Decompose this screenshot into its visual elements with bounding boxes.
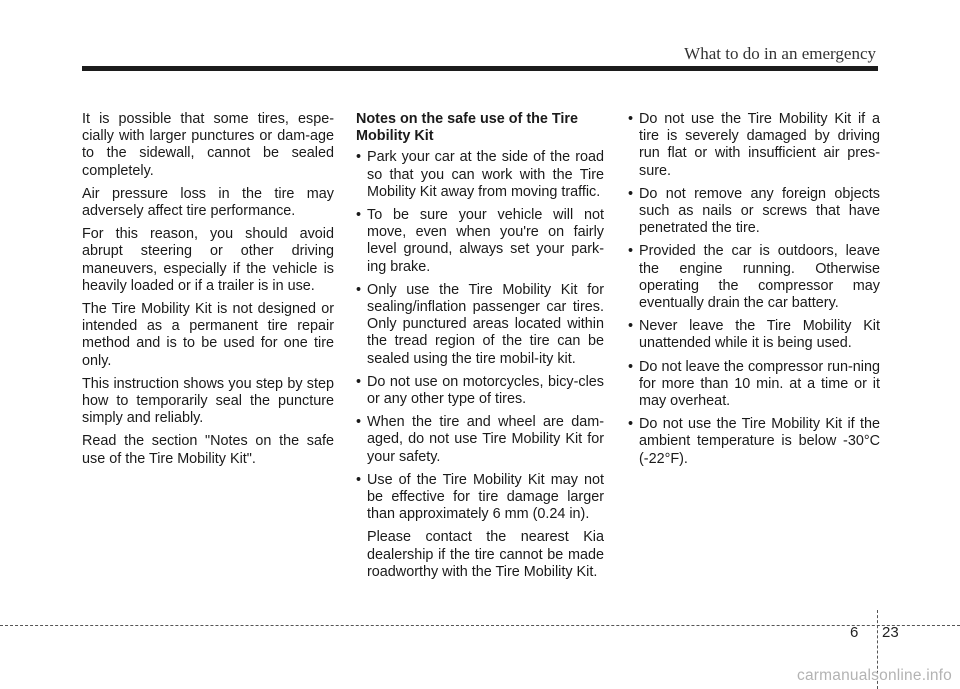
list-item — [628, 186, 880, 238]
list-item-text: Do not leave the compressor run-ning for more than 10 min. at a time or it may overheat. — [639, 358, 880, 410]
list-item-followup: Please contact the nearest Kia dealership if the tire cannot be made roadworthy with the Tire Mobility Kit. — [367, 529, 604, 580]
footer-rule — [0, 625, 960, 626]
list-item-text: Use of the Tire Mobility Kit may not be effective for tire damage larger than approximately 6 mm (0.24 in). — [367, 471, 604, 523]
list-item — [356, 414, 604, 466]
column-safe-use-notes-continued — [628, 111, 880, 474]
section-heading: Notes on the safe use of the Tire Mobility Kit — [356, 111, 579, 145]
paragraph: This instruction shows you step by step how to temporarily seal the puncture simply and reliably. — [82, 375, 334, 427]
list-item — [356, 282, 604, 368]
paragraph: The Tire Mobility Kit is not designed or intended as a permanent tire repair method and is to be used for one tire only. — [82, 301, 334, 369]
list-item-text: Do not use on motorcycles, bicy-cles or any other type of tires. — [367, 373, 604, 408]
list-item — [628, 111, 880, 180]
list-item-text: When the tire and wheel are dam-aged, do not use Tire Mobility Kit for your safety. — [367, 414, 604, 465]
column-safe-use-notes — [356, 111, 604, 587]
list-item-text: Provided the car is outdoors, leave the engine running. Otherwise operating the compressor may eventually drain the car battery. — [639, 243, 880, 312]
list-item — [356, 472, 604, 581]
column-intro — [82, 111, 334, 474]
list-item-text: Do not use the Tire Mobility Kit if the ambient temperature is below -30°C (-22°F). — [639, 416, 880, 467]
list-item-text: Do not remove any foreign objects such as nails or screws that have penetrated the tire. — [639, 185, 880, 237]
list-item — [628, 243, 880, 312]
header-rule — [82, 66, 878, 71]
list-item — [356, 374, 604, 408]
list-item — [356, 149, 604, 201]
list-item — [356, 207, 604, 276]
watermark: carmanualsonline.info — [797, 667, 952, 684]
list-item-text: To be sure your vehicle will not move, even when you're on fairly level ground, always set your park-ing brake. — [367, 207, 604, 275]
list-item — [628, 318, 880, 352]
list-item-text: Never leave the Tire Mobility Kit unattended while it is being used. — [639, 318, 880, 352]
paragraph: Air pressure loss in the tire may adversely affect tire performance. — [82, 185, 334, 220]
page-number: 23 — [882, 624, 899, 641]
list-item-text: Do not use the Tire Mobility Kit if a tire is severely damaged by driving run flat or with insufficient air pres-sure. — [639, 111, 880, 179]
list-item-text: Only use the Tire Mobility Kit for sealing/inflation passenger car tires. Only punctured areas located within the tread region of the tire can be sealed using the tire mobil-ity kit. — [367, 281, 604, 367]
chapter-number: 6 — [850, 624, 859, 641]
header-title: What to do in an emergency — [684, 44, 876, 63]
bullet-list — [628, 111, 880, 468]
paragraph: It is possible that some tires, espe-cially with larger punctures or dam-age to the sidewall, cannot be sealed completely. — [82, 111, 334, 179]
paragraph: Read the section "Notes on the safe use of the Tire Mobility Kit". — [82, 433, 334, 467]
bullet-list — [356, 149, 604, 581]
list-item — [628, 359, 880, 411]
list-item-text: Park your car at the side of the road so that you can work with the Tire Mobility Kit away from moving traffic. — [367, 149, 604, 200]
paragraph: For this reason, you should avoid abrupt steering or other driving maneuvers, especially if the vehicle is heavily loaded or if a trailer is in use. — [82, 226, 334, 294]
list-item — [628, 416, 880, 468]
